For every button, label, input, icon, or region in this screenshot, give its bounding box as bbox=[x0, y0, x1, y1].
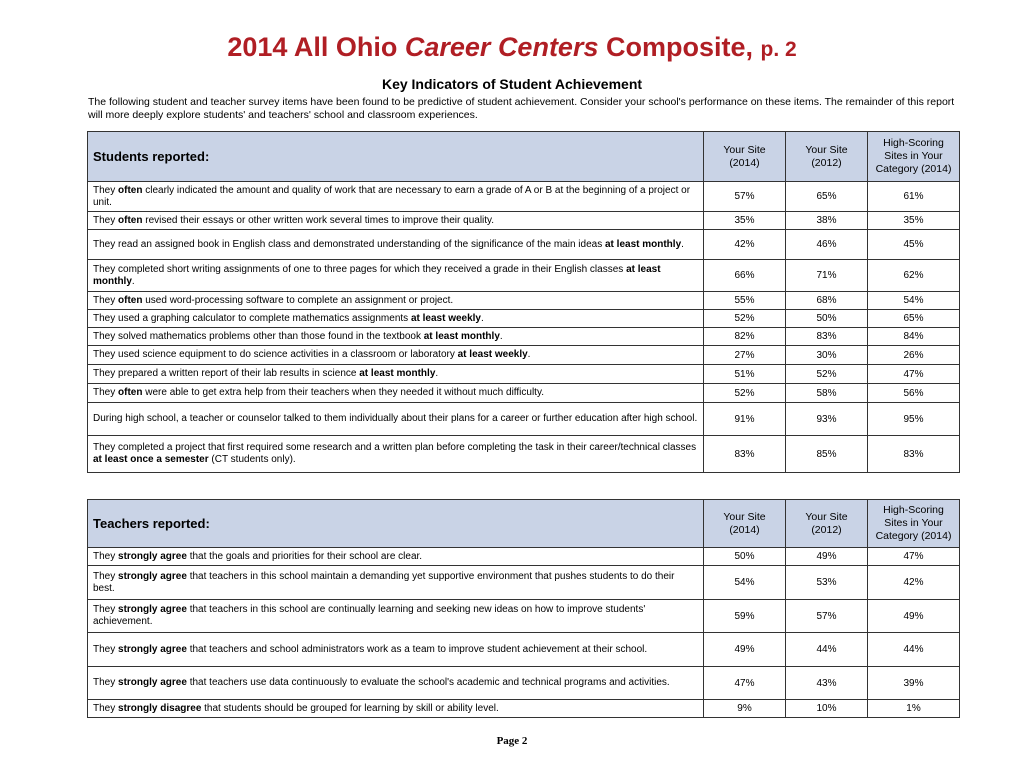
value-site-2014: 52% bbox=[704, 384, 786, 403]
indicator-text-segment: used word-processing software to complete an assignment or project. bbox=[142, 294, 454, 306]
value-site-2012: 53% bbox=[786, 566, 868, 600]
indicator-text bbox=[88, 667, 704, 700]
indicator-text-segment: They bbox=[93, 604, 119, 615]
emphasis-text: strongly agree bbox=[118, 677, 187, 688]
title-part-2: Career Centers bbox=[404, 32, 599, 62]
value-site-2012: 44% bbox=[786, 633, 868, 667]
value-high-scoring: 61% bbox=[868, 182, 960, 212]
value-high-scoring: 35% bbox=[868, 212, 960, 230]
value-high-scoring: 42% bbox=[868, 566, 960, 600]
value-site-2014: 49% bbox=[704, 633, 786, 667]
emphasis-text: at least once a semester bbox=[93, 454, 209, 465]
table-row bbox=[88, 260, 960, 292]
page-number: Page 2 bbox=[496, 735, 528, 747]
table-row bbox=[88, 310, 960, 328]
column-header-high-scoring: High-Scoring Sites in Your Category (2014) bbox=[868, 500, 960, 548]
value-high-scoring: 47% bbox=[868, 365, 960, 384]
table-row bbox=[88, 328, 960, 346]
indicator-text bbox=[88, 548, 704, 566]
value-site-2012: 93% bbox=[786, 403, 868, 436]
indicator-text-segment: (CT students only). bbox=[208, 454, 296, 465]
column-header-high-scoring: High-Scoring Sites in Your Category (2014) bbox=[868, 132, 960, 182]
teachers-section-label: Teachers reported: bbox=[88, 500, 704, 548]
indicator-text bbox=[88, 384, 704, 403]
table-row bbox=[88, 403, 960, 436]
indicator-text-segment: They bbox=[93, 570, 119, 582]
table-row bbox=[88, 230, 960, 260]
emphasis-text: strongly disagree bbox=[118, 702, 202, 714]
emphasis-text: strongly agree bbox=[118, 604, 187, 615]
value-high-scoring: 83% bbox=[868, 436, 960, 473]
indicator-text bbox=[88, 292, 704, 310]
emphasis-text: strongly agree bbox=[118, 550, 187, 562]
indicator-text-segment: They bbox=[93, 643, 119, 655]
column-header-site-2012: Your Site (2012) bbox=[786, 500, 868, 548]
indicator-text bbox=[88, 182, 704, 212]
table-row bbox=[88, 182, 960, 212]
value-site-2014: 52% bbox=[704, 310, 786, 328]
slide-title bbox=[0, 32, 1024, 63]
value-site-2012: 68% bbox=[786, 292, 868, 310]
indicator-text bbox=[88, 700, 704, 718]
teachers-table bbox=[87, 499, 960, 718]
value-site-2014: 42% bbox=[704, 230, 786, 260]
emphasis-text: at least monthly bbox=[423, 330, 500, 342]
indicator-text bbox=[88, 633, 704, 667]
indicator-text-segment: They prepared a written report of their lab results in science bbox=[93, 368, 360, 379]
indicator-text bbox=[88, 230, 704, 260]
indicator-text-segment: They bbox=[93, 550, 119, 562]
column-header-site-2014: Your Site (2014) bbox=[704, 132, 786, 182]
emphasis-text: at least weekly bbox=[410, 312, 481, 324]
title-part-3: Composite, bbox=[598, 32, 761, 62]
indicator-text-segment: They used a graphing calculator to complete mathematics assignments bbox=[93, 312, 411, 324]
indicator-text bbox=[88, 310, 704, 328]
indicator-text-segment: They read an assigned book in English class and demonstrated understanding of the significance of the main ideas bbox=[93, 238, 605, 250]
indicator-text-segment: that students should be grouped for learning by skill or ability level. bbox=[201, 702, 499, 714]
indicator-text bbox=[88, 260, 704, 292]
emphasis-text: strongly agree bbox=[118, 643, 187, 655]
value-high-scoring: 39% bbox=[868, 667, 960, 700]
column-header-site-2012: Your Site (2012) bbox=[786, 132, 868, 182]
table-row bbox=[88, 548, 960, 566]
value-site-2012: 83% bbox=[786, 328, 868, 346]
value-site-2012: 57% bbox=[786, 600, 868, 633]
value-site-2014: 59% bbox=[704, 600, 786, 633]
value-high-scoring: 47% bbox=[868, 548, 960, 566]
value-site-2014: 9% bbox=[704, 700, 786, 718]
indicator-text-segment: . bbox=[681, 238, 684, 250]
value-high-scoring: 95% bbox=[868, 403, 960, 436]
value-site-2014: 66% bbox=[704, 260, 786, 292]
indicator-text-segment: They completed short writing assignments of one to three pages for which they received a grade in their English classes bbox=[93, 263, 627, 275]
value-high-scoring: 65% bbox=[868, 310, 960, 328]
value-high-scoring: 49% bbox=[868, 600, 960, 633]
indicator-text-segment: They used science equipment to do science activities in a classroom or laboratory bbox=[93, 349, 458, 360]
emphasis-text: at least monthly bbox=[605, 238, 682, 250]
table-row bbox=[88, 346, 960, 365]
indicator-text-segment: were able to get extra help from their teachers when they needed it without much difficulty. bbox=[142, 387, 544, 398]
value-site-2014: 83% bbox=[704, 436, 786, 473]
indicator-text-segment: . bbox=[131, 275, 135, 287]
indicator-text-segment: clearly indicated the amount and quality of work that are necessary to earn a grade of A or B at the beginning of a project or unit. bbox=[93, 184, 691, 208]
indicator-text-segment: During high school, a teacher or counselor talked to them individually about their plans for a career or further education after high school. bbox=[93, 413, 698, 424]
indicator-text bbox=[88, 328, 704, 346]
indicator-text-segment: . bbox=[435, 368, 439, 379]
indicator-text bbox=[88, 403, 704, 436]
indicator-text-segment: that teachers in this school maintain a demanding yet supportive environment that pushes students to do their best. bbox=[93, 570, 675, 594]
value-high-scoring: 54% bbox=[868, 292, 960, 310]
intro-paragraph: The following student and teacher survey items have been found to be predictive of student achievement. Consider your school's performance on these items. The remainder of this report will more deeply explore students' and teachers' school and classroom experiences. bbox=[88, 96, 955, 121]
indicator-text-segment: revised their essays or other written work several times to improve their quality. bbox=[142, 214, 495, 226]
report-heading: Key Indicators of Student Achievement bbox=[381, 76, 643, 92]
teachers-header-row bbox=[88, 500, 960, 548]
value-site-2014: 51% bbox=[704, 365, 786, 384]
indicator-text-segment: They bbox=[93, 387, 119, 398]
table-row bbox=[88, 436, 960, 473]
value-high-scoring: 1% bbox=[868, 700, 960, 718]
indicator-text-segment: . bbox=[527, 349, 531, 360]
value-high-scoring: 44% bbox=[868, 633, 960, 667]
table-row bbox=[88, 566, 960, 600]
value-site-2012: 49% bbox=[786, 548, 868, 566]
indicator-text-segment: They completed a project that first required some research and a written plan before completing the task in their career/technical classes bbox=[93, 442, 697, 453]
value-site-2014: 50% bbox=[704, 548, 786, 566]
indicator-text-segment: They bbox=[93, 214, 119, 226]
value-site-2014: 57% bbox=[704, 182, 786, 212]
indicator-text-segment: They bbox=[93, 294, 119, 306]
emphasis-text: often bbox=[118, 214, 143, 226]
indicator-text-segment: They bbox=[93, 677, 119, 688]
table-row bbox=[88, 212, 960, 230]
table-row bbox=[88, 292, 960, 310]
value-site-2012: 71% bbox=[786, 260, 868, 292]
value-site-2012: 30% bbox=[786, 346, 868, 365]
value-site-2012: 10% bbox=[786, 700, 868, 718]
column-header-site-2014: Your Site (2014) bbox=[704, 500, 786, 548]
emphasis-text: often bbox=[118, 184, 143, 196]
value-site-2014: 55% bbox=[704, 292, 786, 310]
emphasis-text: strongly agree bbox=[118, 570, 187, 582]
value-site-2012: 43% bbox=[786, 667, 868, 700]
value-high-scoring: 26% bbox=[868, 346, 960, 365]
students-header-row bbox=[88, 132, 960, 182]
value-site-2014: 91% bbox=[704, 403, 786, 436]
emphasis-text: at least weekly bbox=[457, 349, 528, 360]
table-row bbox=[88, 667, 960, 700]
table-row bbox=[88, 700, 960, 718]
value-site-2014: 54% bbox=[704, 566, 786, 600]
emphasis-text: often bbox=[118, 294, 143, 306]
value-site-2012: 46% bbox=[786, 230, 868, 260]
table-row bbox=[88, 365, 960, 384]
value-site-2014: 35% bbox=[704, 212, 786, 230]
indicator-text-segment: They bbox=[93, 702, 119, 714]
indicator-text-segment: that teachers use data continuously to evaluate the school's academic and technical programs and activities. bbox=[186, 677, 670, 688]
emphasis-text: at least monthly bbox=[93, 263, 661, 287]
indicator-text-segment: that teachers in this school are continually learning and seeking new ideas on how to improve students' achievement. bbox=[93, 604, 646, 627]
indicator-text-segment: They bbox=[93, 184, 119, 196]
indicator-text bbox=[88, 346, 704, 365]
title-page-ref: p. 2 bbox=[760, 38, 797, 61]
indicator-text bbox=[88, 212, 704, 230]
emphasis-text: at least monthly bbox=[359, 368, 436, 379]
students-table bbox=[87, 131, 960, 473]
value-high-scoring: 56% bbox=[868, 384, 960, 403]
value-site-2012: 65% bbox=[786, 182, 868, 212]
indicator-text bbox=[88, 365, 704, 384]
indicator-text bbox=[88, 436, 704, 473]
value-site-2012: 50% bbox=[786, 310, 868, 328]
indicator-text-segment: . bbox=[481, 312, 484, 324]
indicator-text bbox=[88, 600, 704, 633]
indicator-text-segment: that the goals and priorities for their school are clear. bbox=[186, 550, 423, 562]
students-section-label: Students reported: bbox=[88, 132, 704, 182]
value-site-2014: 47% bbox=[704, 667, 786, 700]
table-row bbox=[88, 633, 960, 667]
value-site-2012: 58% bbox=[786, 384, 868, 403]
value-high-scoring: 62% bbox=[868, 260, 960, 292]
emphasis-text: often bbox=[118, 387, 143, 398]
value-site-2012: 52% bbox=[786, 365, 868, 384]
indicator-text bbox=[88, 566, 704, 600]
indicator-text-segment: . bbox=[499, 330, 503, 342]
title-part-1: 2014 All Ohio bbox=[227, 32, 405, 62]
value-site-2012: 38% bbox=[786, 212, 868, 230]
indicator-text-segment: They solved mathematics problems other than those found in the textbook bbox=[93, 330, 424, 342]
value-high-scoring: 45% bbox=[868, 230, 960, 260]
value-site-2014: 27% bbox=[704, 346, 786, 365]
value-high-scoring: 84% bbox=[868, 328, 960, 346]
value-site-2012: 85% bbox=[786, 436, 868, 473]
table-row bbox=[88, 600, 960, 633]
indicator-text-segment: that teachers and school administrators work as a team to improve student achievement at their school. bbox=[186, 643, 648, 655]
table-row bbox=[88, 384, 960, 403]
value-site-2014: 82% bbox=[704, 328, 786, 346]
